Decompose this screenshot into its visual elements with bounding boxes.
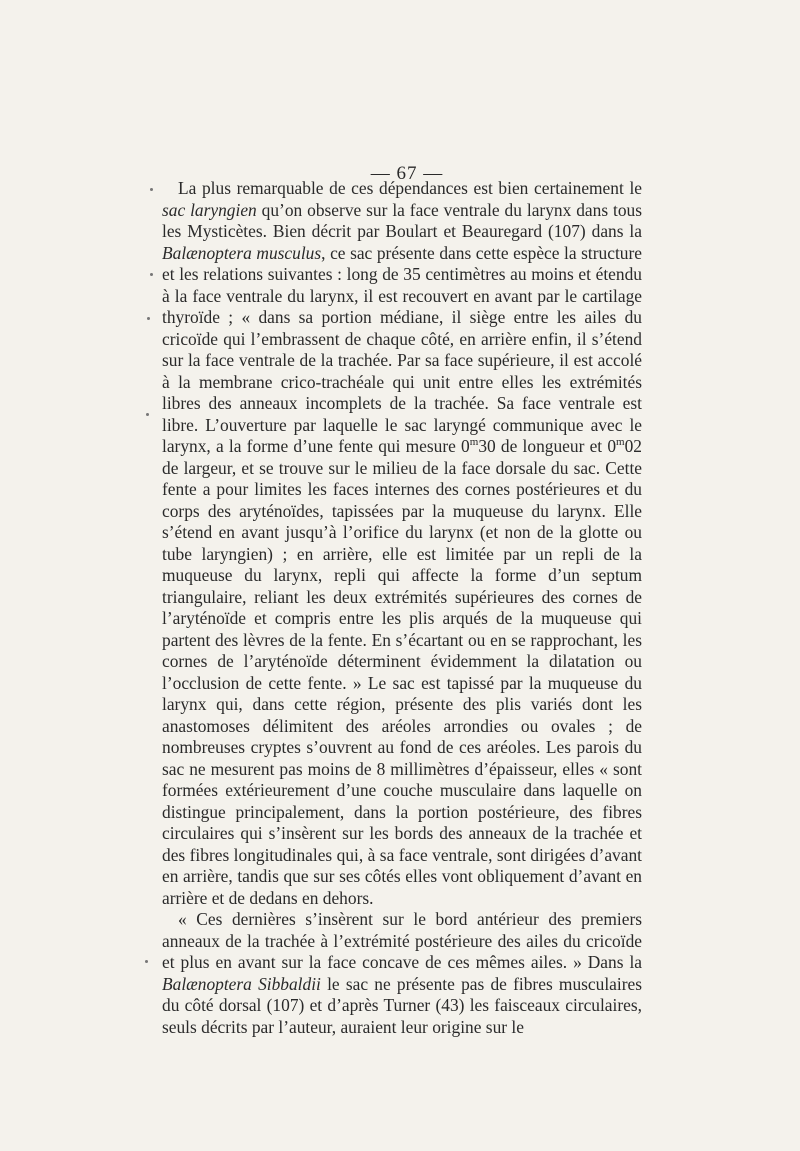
text-run: La plus remarquable de ces dépendances est bien certainement le <box>178 178 642 198</box>
margin-speck <box>147 317 150 320</box>
italic-species-name: Balænoptera musculus <box>162 242 322 263</box>
margin-speck <box>145 960 148 963</box>
unit-superscript: m <box>616 436 625 449</box>
text-run: « Ces dernières s’insèrent sur le bord antérieur des premiers anneaux de la trachée à l’extrémité postérieure des ailes du cricoïde et plus en avant sur la face concave de ces mêmes ailes. » Dans la <box>162 909 642 972</box>
body-text <box>162 178 642 1038</box>
text-run: , ce sac présente dans cette espèce la structure et les relations suivantes : long de 35 centimètres au moins et étendu à la face ventrale du larynx, il est recouvert en avant par le cartilage thyroïde ; « dans sa portion médiane, il siège entre les ailes du cricoïde qui l’embrassent de chaque côté, en arrière enfin, il s’étend sur la face ventrale de la trachée. Par sa face supérieure, il est accolé à la membrane crico-trachéale qui unit entre elles les extrémités libres des anneaux incomplets de la trachée. Sa face ventrale est libre. L’ouverture par laquelle le sac laryngé communique avec le larynx, a la forme d’une fente qui mesure 0 <box>162 242 643 456</box>
text-run: le sac ne présente pas de fibres musculaires du côté dorsal (107) et d’après Turner (43) les faisceaux circulaires, seuls décrits par l’auteur, auraient leur origine sur le <box>162 973 642 1037</box>
paragraph-1 <box>162 178 642 909</box>
italic-term: sac laryngien <box>162 199 257 220</box>
text-run: qu’on observe sur la face ventrale du larynx dans tous les Mysticètes. Bien décrit par Boulart et Beauregard (107) dans la <box>162 199 642 241</box>
unit-superscript: m <box>469 436 479 449</box>
margin-speck <box>150 273 153 276</box>
text-run: 02 de largeur, et se trouve sur le milieu de la face dorsale du sac. Cette fente a pour limites les faces internes des cornes postérieures et du corps des aryténoïdes, tapissées par la muqueuse du larynx. Elle s’étend en avant jusqu’à l’orifice du larynx (et non de la glotte ou tube laryngien) ; en arrière, elle est limitée par un repli de la muqueuse du larynx, repli qui affecte la forme d’un septum triangulaire, reliant les deux extrémités supérieures des cornes de l’aryténoïde et compris entre les plis arqués de la muqueuse qui partent des lèvres de la fente. En s’écartant ou en se rapprochant, les cornes de l’aryténoïde déterminent évidemment la dilatation ou l’occlusion de cette fente. » Le sac est tapissé par la muqueuse du larynx qui, dans cette région, présente des plis variés dont les anastomoses délimitent des aréoles arrondies ou ovales ; de nombreuses cryptes s’ouvrent au fond de ces aréoles. Les parois du sac ne mesurent pas moins de 8 millimètres d’épaisseur, elles « sont formées extérieurement d’une couche musculaire dans laquelle on distingue principalement, dans la portion postérieure, des fibres circulaires qui s’insèrent sur les bords des anneaux de la trachée et des fibres longitudinales qui, à sa face ventrale, sont dirigées d’avant en arrière, tandis que sur ses côtés elles vont obliquement d’avant en arrière et de dedans en dehors. <box>162 436 642 908</box>
paragraph-2 <box>162 909 642 1038</box>
margin-speck <box>146 413 149 416</box>
margin-speck <box>150 188 153 191</box>
text-run: 30 de longueur et 0 <box>478 436 617 456</box>
italic-species-name: Balænoptera Sibbaldii <box>162 973 321 994</box>
page-number: — 67 — <box>370 163 444 184</box>
